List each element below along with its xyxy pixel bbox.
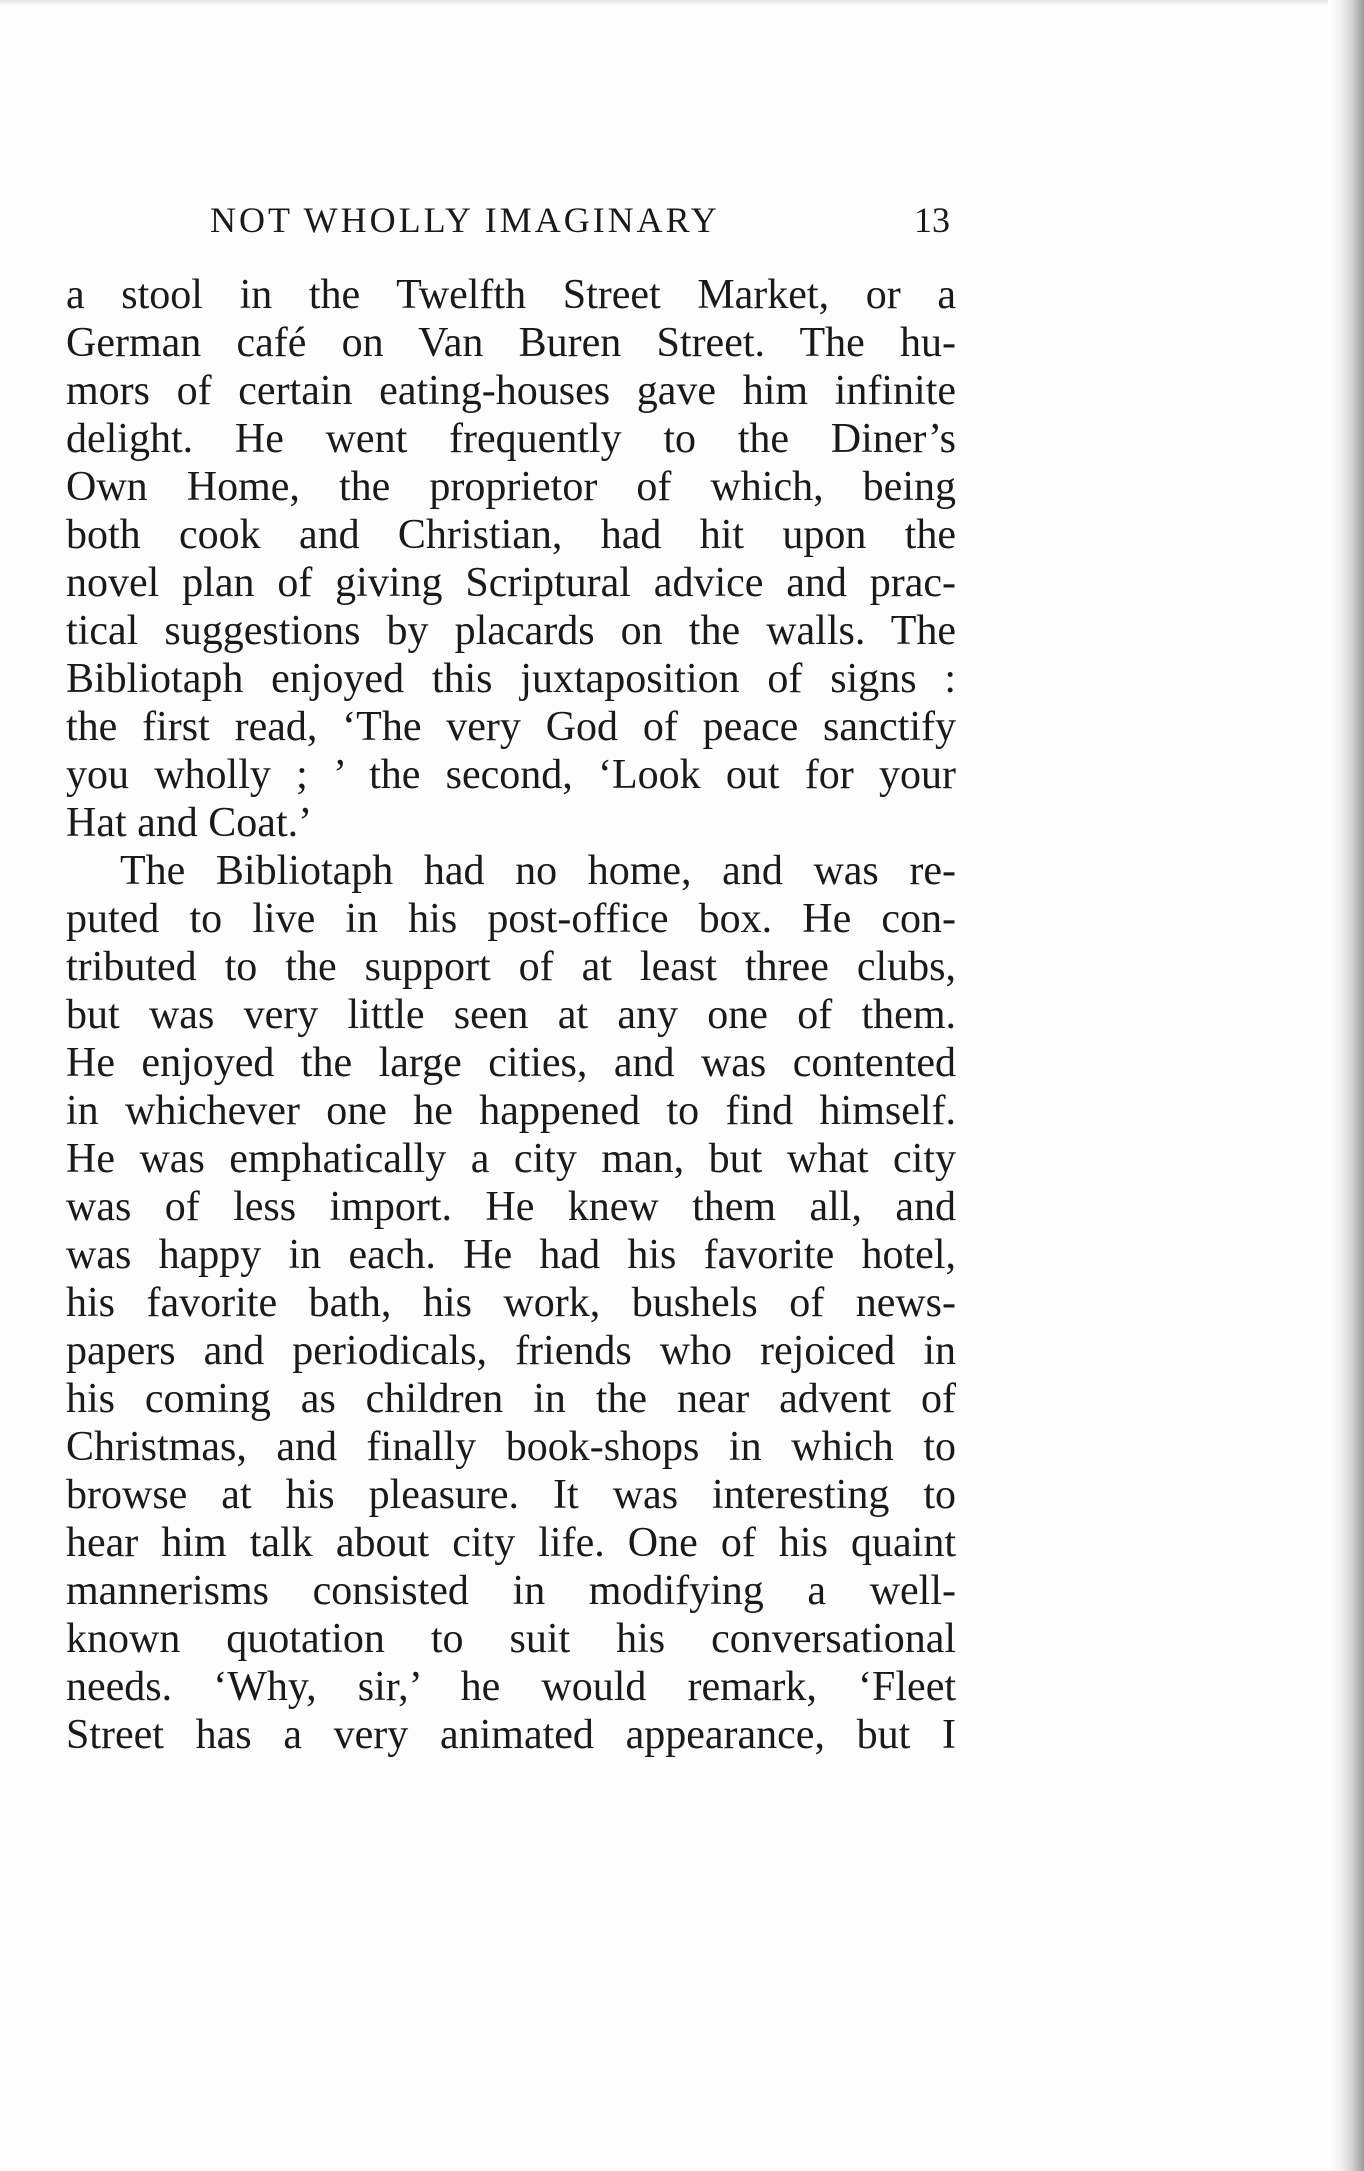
page-top-edge	[0, 0, 1364, 6]
text-line: hear him talk about city life. One of his quaint	[66, 1520, 956, 1566]
text-line: Christmas, and finally book-shops in which to	[66, 1424, 956, 1470]
text-line: Street has a very animated appearance, but I	[66, 1712, 956, 1758]
text-line: tical suggestions by placards on the walls. The	[66, 608, 956, 654]
text-line: you wholly ; ’ the second, ‘Look out for your	[66, 752, 956, 798]
text-line: Own Home, the proprietor of which, being	[66, 464, 956, 510]
body-text	[66, 271, 956, 1759]
text-line: delight. He went frequently to the Diner’s	[66, 416, 956, 462]
text-line: Hat and Coat.’	[66, 800, 313, 846]
text-line: mannerisms consisted in modifying a well-	[66, 1568, 956, 1614]
running-head	[210, 196, 950, 244]
text-line: browse at his pleasure. It was interesting to	[66, 1472, 956, 1518]
text-line: known quotation to suit his conversational	[66, 1616, 956, 1662]
paragraph-2	[66, 847, 956, 1759]
text-line: Bibliotaph enjoyed this juxtaposition of signs :	[66, 656, 956, 702]
text-line: puted to live in his post-office box. He con-	[66, 896, 956, 942]
text-line: mors of certain eating-houses gave him infinite	[66, 368, 956, 414]
text-line: He was emphatically a city man, but what city	[66, 1136, 956, 1182]
text-line: German café on Van Buren Street. The hu-	[66, 320, 956, 366]
text-line: his favorite bath, his work, bushels of news-	[66, 1280, 956, 1326]
text-line: a stool in the Twelfth Street Market, or a	[66, 272, 956, 318]
text-line: tributed to the support of at least three clubs,	[66, 944, 956, 990]
paragraph-1	[66, 271, 956, 847]
text-line: but was very little seen at any one of them.	[66, 992, 956, 1038]
text-line: the first read, ‘The very God of peace sanctify	[66, 704, 956, 750]
text-line: He enjoyed the large cities, and was contented	[66, 1040, 956, 1086]
text-line: novel plan of giving Scriptural advice and prac-	[66, 560, 956, 606]
text-line: in whichever one he happened to find himself.	[66, 1088, 956, 1134]
text-line: both cook and Christian, had hit upon the	[66, 512, 956, 558]
page-right-edge-shadow	[1328, 0, 1364, 2171]
text-line: papers and periodicals, friends who rejoiced in	[66, 1328, 956, 1374]
page-number: 13	[914, 200, 950, 240]
text-line: needs. ‘Why, sir,’ he would remark, ‘Fleet	[66, 1664, 956, 1710]
text-line: was of less import. He knew them all, and	[66, 1184, 956, 1230]
text-line: was happy in each. He had his favorite hotel,	[66, 1232, 956, 1278]
text-line: The Bibliotaph had no home, and was re-	[120, 848, 956, 894]
text-line: his coming as children in the near advent of	[66, 1376, 956, 1422]
running-title: NOT WHOLLY IMAGINARY	[210, 200, 720, 240]
